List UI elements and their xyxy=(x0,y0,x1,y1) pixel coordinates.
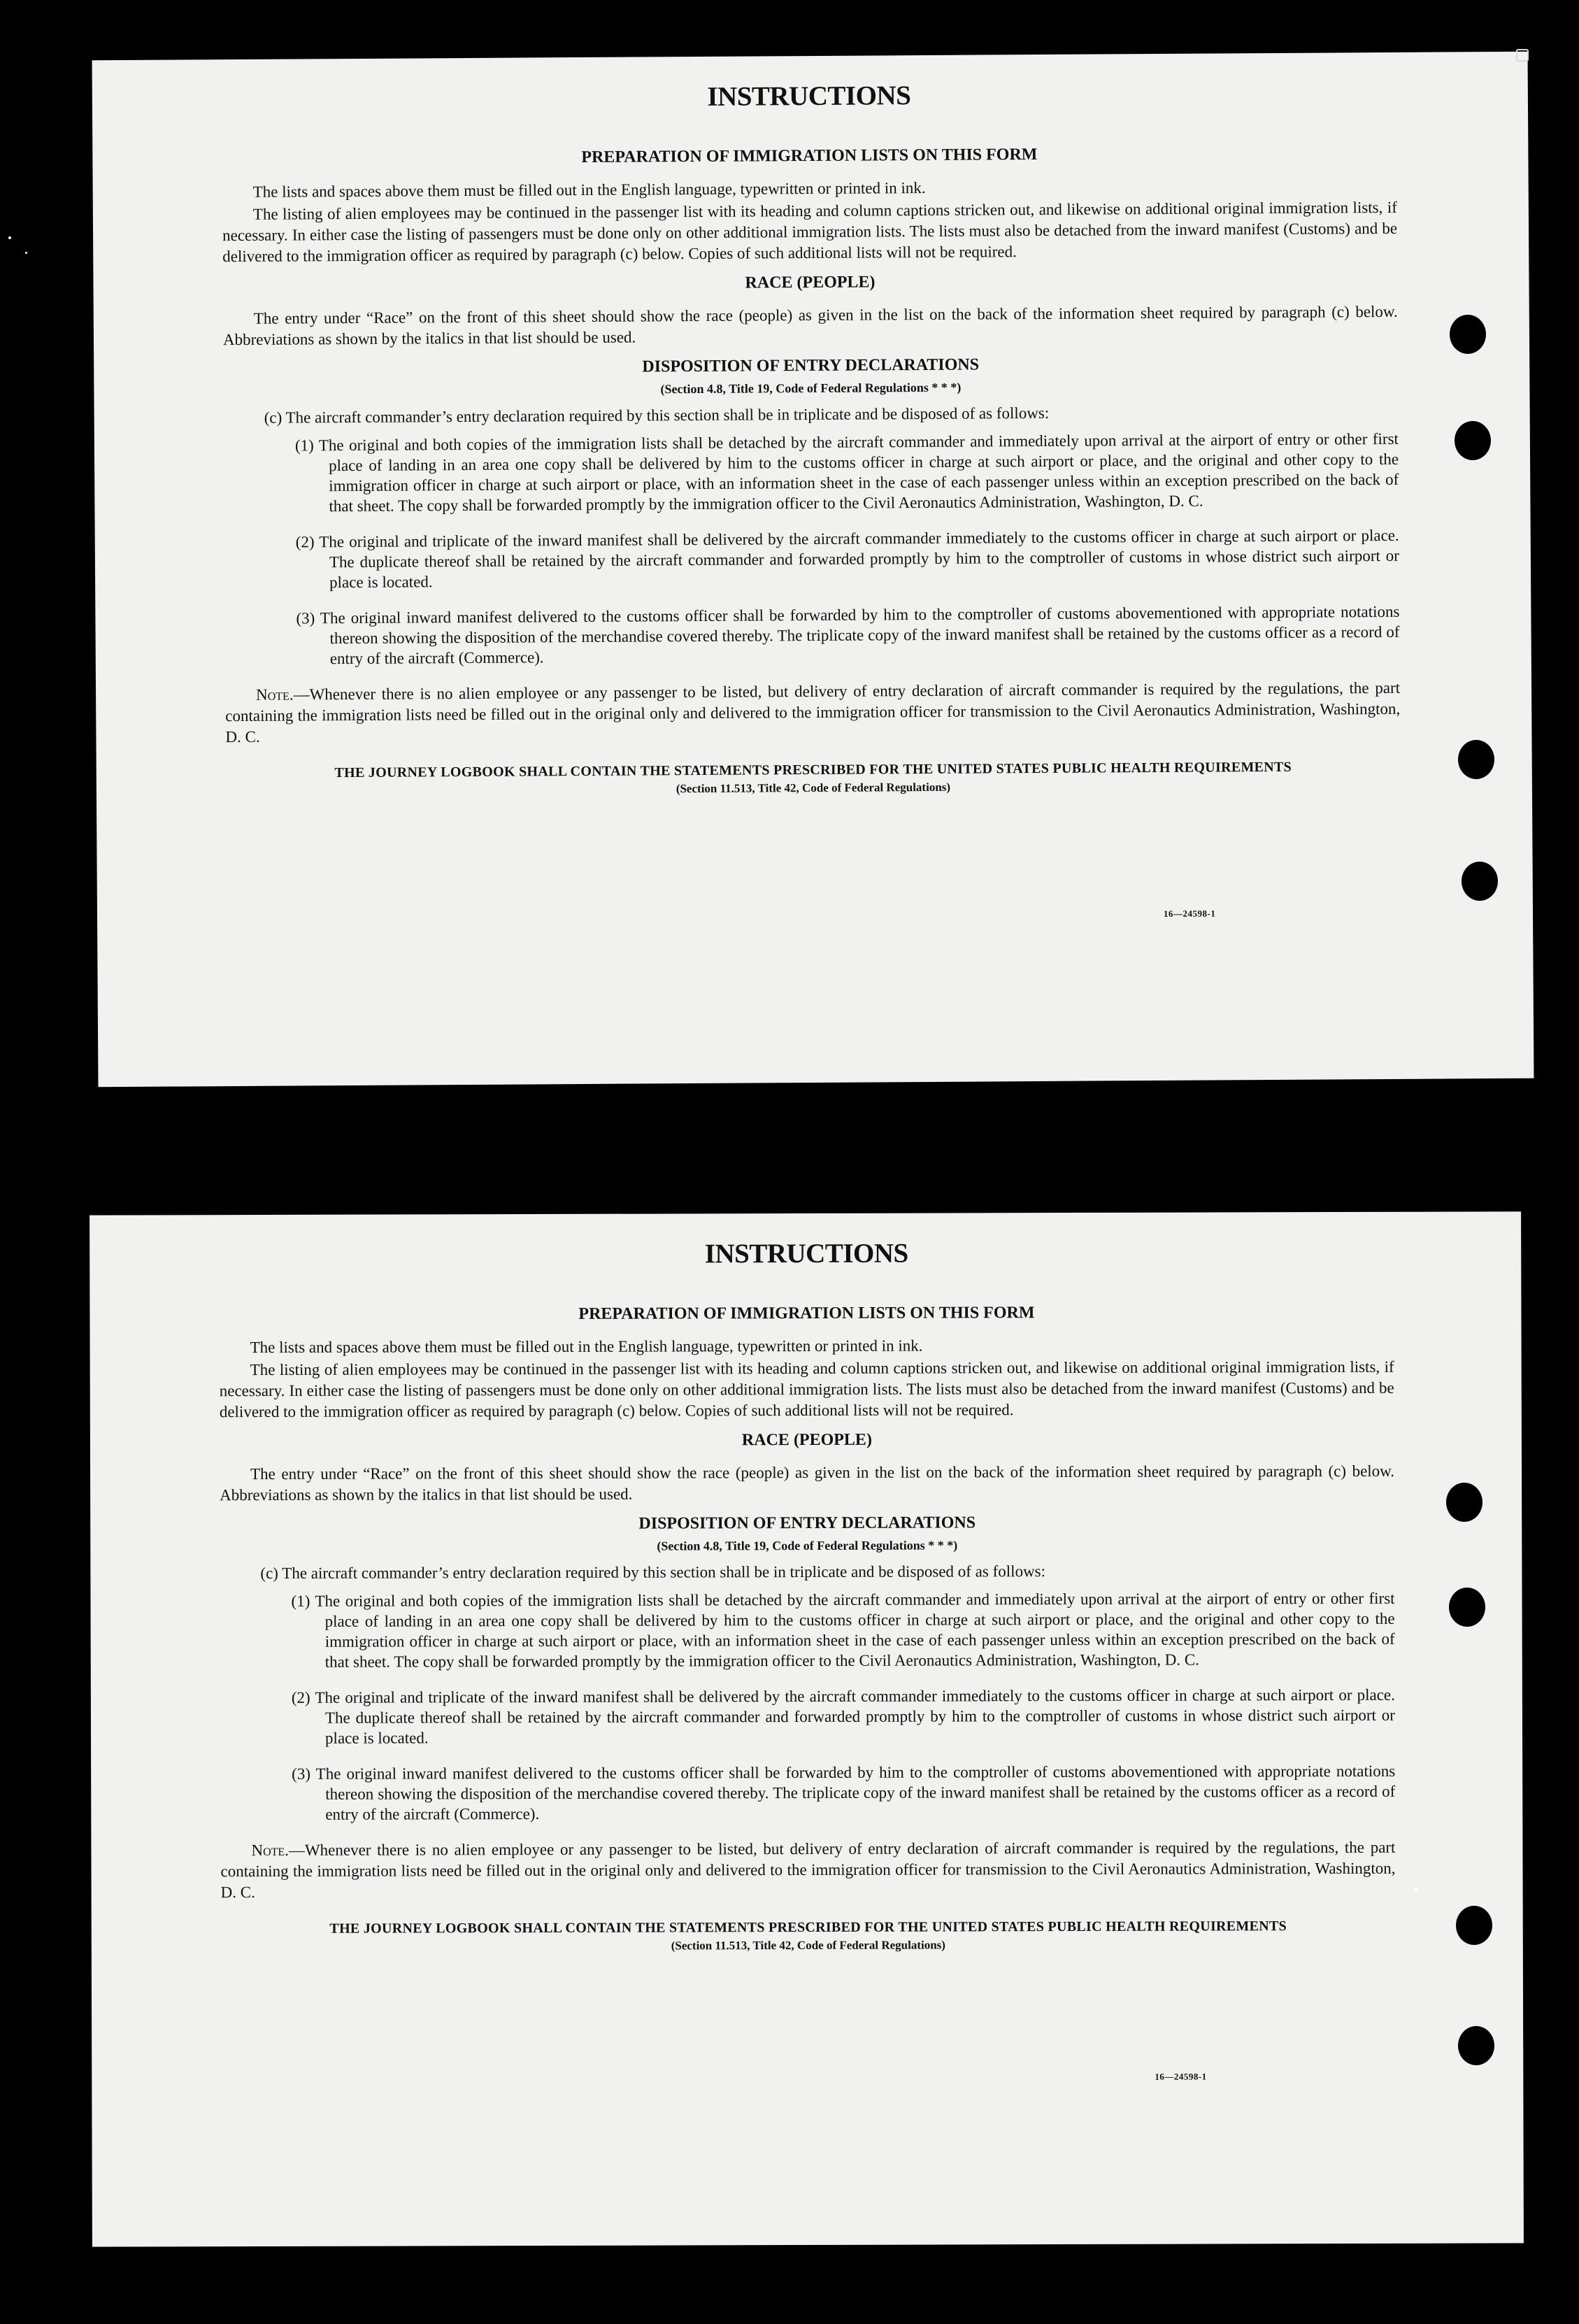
list-item-2: (2) The original and triplicate of the inward manifest shall be delivered by the aircraft commander immediately to the customs officer in charge at such airport or place. The duplicate thereof shall be retained by the aircraft commander and forwarded promptly by him to the comptroller of customs in whose district such airport or place is located. xyxy=(295,526,1399,592)
note-text: —Whenever there is no alien employee or any passenger to be listed, but delivery of entry declaration of aircraft commander is required by the regulations, the part containing the immigration lists need be filled out in the original only and delivered to the immigration officer for transmission to the Civil Aeronautics Administration, Washington, D. C. xyxy=(225,678,1401,746)
section-heading-preparation: PREPARATION OF IMMIGRATION LISTS ON THIS FORM xyxy=(581,145,1038,167)
form-number: 16—24598-1 xyxy=(1155,2071,1207,2082)
list-item-3: (3) The original inward manifest delivered to the customs officer shall be forwarded by him to the comptroller of customs abovementioned with appropriate notations thereon showing the disposition of the merchandise covered thereby. The triplicate copy of the inward manifest shall be retained by the customs officer as a record of entry of the aircraft (Commerce). xyxy=(292,1762,1396,1823)
scan-speck xyxy=(8,236,11,239)
punch-hole-icon xyxy=(1449,1588,1485,1627)
punch-hole-icon xyxy=(1462,862,1498,901)
scan-corner-mark xyxy=(1516,49,1529,62)
section-heading-disposition: DISPOSITION OF ENTRY DECLARATIONS xyxy=(642,355,980,376)
section-heading-race: RACE (PEOPLE) xyxy=(745,273,876,292)
scan-speck xyxy=(25,252,27,254)
paragraph-prep-2: The listing of alien employees may be continued in the passenger list with its heading and column captions stricken out, and likewise on additional original immigration lists, if necessary. In either case the listing of passengers must be done only on other additional immigration lists. The lists must also be detached from the inward manifest (Customs) and be delivered to the immigration officer as required by paragraph (c) below. Copies of such additional lists will not be required. xyxy=(222,198,1398,266)
section-heading-race: RACE (PEOPLE) xyxy=(741,1430,872,1450)
health-requirements-citation: (Section 11.513, Title 42, Code of Federal Regulations) xyxy=(676,780,951,796)
punch-hole-icon xyxy=(1455,421,1491,460)
page-title: INSTRUCTIONS xyxy=(704,1238,908,1269)
page-title: INSTRUCTIONS xyxy=(707,80,911,112)
section-heading-disposition: DISPOSITION OF ENTRY DECLARATIONS xyxy=(638,1513,976,1533)
sheet-content xyxy=(219,1236,1396,1954)
list-item-2: (2) The original and triplicate of the inward manifest shall be delivered by the aircraft commander immediately to the customs officer in charge at such airport or place. The duplicate thereof shall be retained by the aircraft commander and forwarded promptly by him to the comptroller of customs in whose district such airport or place is located. xyxy=(291,1685,1395,1747)
health-requirements-heading: THE JOURNEY LOGBOOK SHALL CONTAIN THE STATEMENTS PRESCRIBED FOR THE UNITED STATES PUBLIC HEALTH REQUIREMENTS xyxy=(334,759,1292,781)
note-lead: Note. xyxy=(251,1841,289,1860)
section-citation-disposition: (Section 4.8, Title 19, Code of Federal Regulations * * *) xyxy=(657,1538,958,1553)
list-item-1: (1) The original and both copies of the immigration lists shall be detached by the aircraft commander and immediately upon arrival at the airport of entry or other first place of landing in an area one copy shall be delivered by him to the customs officer in charge at such airport or place, and the original and other copy to the immigration officer in charge at such airport or place, with an information sheet in the case of each passenger unless within an exception prescribed on the back of that sheet. The copy shall be forwarded promptly by the immigration officer to the Civil Aeronautics Administration, Washington, D. C. xyxy=(294,429,1399,515)
paragraph-c: (c) The aircraft commander’s entry declaration required by this section shall be in triplicate and be disposed of as follows: xyxy=(264,404,1050,427)
paragraph-prep-1: The lists and spaces above them must be filled out in the English language, typewritten or printed in ink. xyxy=(252,179,926,201)
punch-hole-icon xyxy=(1456,1906,1492,1945)
note-paragraph xyxy=(225,678,1401,748)
punch-hole-icon xyxy=(1450,315,1486,354)
punch-hole-icon xyxy=(1458,740,1494,779)
note-lead: Note. xyxy=(256,685,294,704)
health-requirements-heading: THE JOURNEY LOGBOOK SHALL CONTAIN THE STATEMENTS PRESCRIBED FOR THE UNITED STATES PUBLIC HEALTH REQUIREMENTS xyxy=(329,1918,1287,1937)
punch-hole-icon xyxy=(1458,2026,1494,2065)
note-text: —Whenever there is no alien employee or any passenger to be listed, but delivery of entry declaration of aircraft commander is required by the regulations, the part containing the immigration lists need be filled out in the original only and delivered to the immigration officer for transmission to the Civil Aeronautics Administration, Washington, D. C. xyxy=(220,1838,1396,1902)
paragraph-prep-1: The lists and spaces above them must be filled out in the English language, typewritten or printed in ink. xyxy=(250,1336,923,1357)
health-requirements-citation: (Section 11.513, Title 42, Code of Federal Regulations) xyxy=(671,1938,945,1953)
paragraph-race: The entry under “Race” on the front of this sheet should show the race (people) as given in the list on the back of the information sheet required by paragraph (c) below. Abbreviations as shown by the italics in that list should be used. xyxy=(220,1462,1395,1504)
sheet-content xyxy=(222,77,1401,799)
paragraph-prep-2: The listing of alien employees may be continued in the passenger list with its heading and column captions stricken out, and likewise on additional original immigration lists, if necessary. In either case the listing of passengers must be done only on other additional immigration lists. The lists must also be detached from the inward manifest (Customs) and be delivered to the immigration officer as required by paragraph (c) below. Copies of such additional lists will not be required. xyxy=(219,1357,1394,1421)
instruction-sheet-1 xyxy=(92,52,1534,1088)
section-heading-preparation: PREPARATION OF IMMIGRATION LISTS ON THIS FORM xyxy=(578,1304,1035,1323)
scan-speck xyxy=(1414,1888,1417,1892)
paragraph-race: The entry under “Race” on the front of this sheet should show the race (people) as given in the list on the back of the information sheet required by paragraph (c) below. Abbreviations as shown by the italics in that list should be used. xyxy=(222,302,1398,349)
list-item-1: (1) The original and both copies of the immigration lists shall be detached by the aircraft commander and immediately upon arrival at the airport of entry or other first place of landing in an area one copy shall be delivered by him to the customs officer in charge at such airport or place, and the original and other copy to the immigration officer in charge at such airport or place, with an information sheet in the case of each passenger unless within an exception prescribed on the back of that sheet. The copy shall be forwarded promptly by the immigration officer to the Civil Aeronautics Administration, Washington, D. C. xyxy=(291,1589,1395,1671)
punch-hole-icon xyxy=(1446,1483,1482,1522)
list-item-3: (3) The original inward manifest delivered to the customs officer shall be forwarded by him to the comptroller of customs abovementioned with appropriate notations thereon showing the disposition of the merchandise covered thereby. The triplicate copy of the inward manifest shall be retained by the customs officer as a record of entry of the aircraft (Commerce). xyxy=(296,602,1400,668)
note-paragraph xyxy=(220,1837,1395,1903)
form-number: 16—24598-1 xyxy=(1163,908,1216,919)
instruction-sheet-2 xyxy=(90,1211,1524,2246)
section-citation-disposition: (Section 4.8, Title 19, Code of Federal Regulations * * *) xyxy=(660,380,962,397)
paragraph-c: (c) The aircraft commander’s entry declaration required by this section shall be in triplicate and be disposed of as follows: xyxy=(260,1562,1046,1583)
